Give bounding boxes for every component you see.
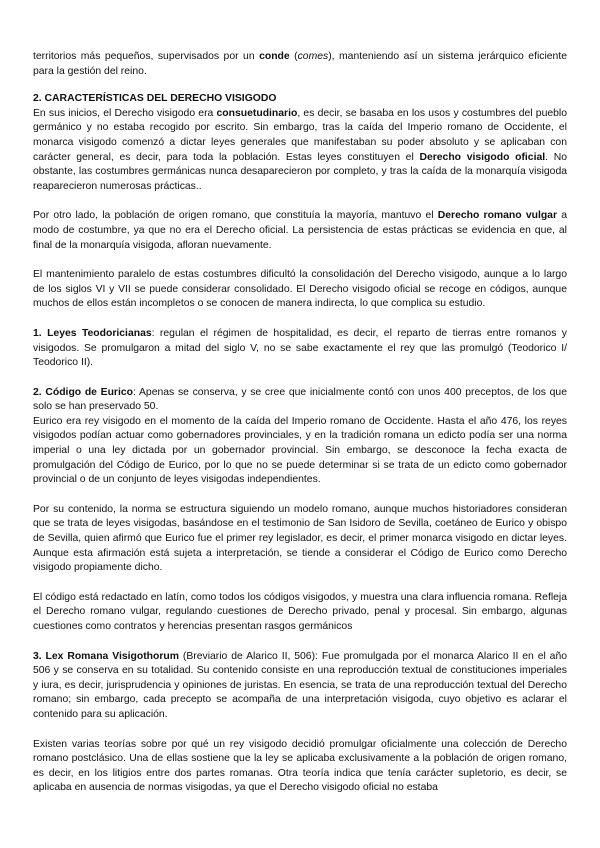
text: : Apenas se conserva, y se cree que inicialmente contó con unos 400 preceptos, de los que solo se han preservado 50. [33,386,567,413]
paragraph-contenido-norma: Por su contenido, la norma se estructura siguiendo un modelo romano, aunque muchos historiadores consideran que se trata de leyes visigodas, basándose en el testimonio de San Isidoro de Sevilla, coetáneo de Eurico y obispo de Sevilla, quien afirmó que Eurico fue el primer rey legislador, es decir, el primer monarca visigodo en dictar leyes. Aunque esta afirmación está sujeta a interpretación, se tiende a considerar el Código de Eurico como Derecho visigodo propiamente dicho. [33,503,567,574]
bold-term-derecho-romano-vulgar: Derecho romano vulgar [437,210,558,222]
text: ( [289,51,298,62]
paragraph-consuetudinario [33,107,567,195]
paragraph-latin: El código está redactado en latín, como todos los códigos visigodos, y muestra una clara influencia romana. Refleja el Derecho romano vulgar, regulando cuestiones de Derecho privado, penal y procesal. Sin embargo, algunas cuestiones como contratos y herencias presentan rasgos germánicos [33,591,567,632]
italic-term-comes: comes [297,51,329,62]
paragraph-derecho-romano-vulgar [33,209,567,253]
paragraph-intro [33,50,567,79]
paragraph-consolidacion: El mantenimiento paralelo de estas costumbres dificultó la consolidación del Derecho visigodo, aunque a lo largo de los siglos VI y VII se puede considerar consolidado. El Derecho visigodo oficial se recoge en códigos, aunque muchos de ellos están incompletos o se conocen de manera indirecta, lo que complica su estudio. [33,269,567,310]
text: a modo de costumbre, ya que no era el Derecho oficial. La persistencia de estas prácticas se evidencia en que, al final de la monarquía visigoda, afloran nuevamente. [33,210,567,251]
text: Por otro lado, la población de origen romano, que constituía la mayoría, mantuvo el [33,210,438,222]
text: : regulan el régimen de hospitalidad, es decir, el reparto de tierras entre romanos y visigodos. Se promulgaron a mitad del siglo V, no se sabe exactamente el rey que las promulgó (Teodorico I/ Teodorico II). [33,327,567,369]
document-page [33,50,567,796]
paragraph-codigo-eurico [33,386,567,415]
bold-term-leyes-teodoricianas: 1. Leyes Teodoricianas [33,327,152,339]
text: . No obstante, las costumbres germánicas nunca desaparecieron por completo, y tras la caída de la monarquía visigoda reaparecieron numerosas prácticas.. [33,151,567,192]
bold-term-codigo-eurico: 2. Código de Eurico [33,386,133,398]
paragraph-eurico-rey: Eurico era rey visigodo en el momento de la caída del Imperio romano de Occidente. Hasta el año 476, los reyes visigodos podían actuar como gobernadores provinciales, y en la tradición romana un edicto podía ser una norma imperial o una ley dictada por un gobernador provincial. Sin embargo, se desconoce la fecha exacta de promulgación del Código de Eurico, por lo que no se puede determinar si se trata de un edicto como gobernador provincial o de un conjunto de leyes visigodas independientes. [33,415,567,486]
text: territorios más pequeños, supervisados por un [33,51,260,62]
paragraph-lex-romana [33,650,567,723]
text: , es decir, se basaba en los usos y costumbres del pueblo germánico y no estaba recogido por escrito. Sin embargo, tras la caída del Imperio romano de Occidente, el monarca visigodo comenzó a dictar leyes generales que manifestaban su poder absoluto y se aplicaban con carácter general, es decir, para toda la población. Estas leyes constituyen el [33,107,567,163]
paragraph-leyes-teodoricianas [33,327,567,371]
bold-term-derecho-visigodo-oficial: Derecho visigodo oficial [419,151,546,163]
bold-term-conde: conde [259,51,290,62]
text: En sus inicios, el Derecho visigodo era [33,107,217,119]
text: ), manteniendo así un sistema jerárquico eficiente para la gestión del reino. [33,51,567,77]
section-heading: 2. CARACTERÍSTICAS DEL DERECHO VISIGODO [33,93,277,105]
bold-term-lex-romana-visigothorum: 3. Lex Romana Visigothorum [33,650,179,662]
paragraph-teorias: Existen varias teorías sobre por qué un rey visigodo decidió promulgar oficialmente una colección de Derecho romano postclásico. Una de ellas sostiene que la ley se aplicaba exclusivamente a la población de origen romano, es decir, en los litigios entre dos partes romanas. Otra teoría indica que tenía carácter supletorio, es decir, se aplicaba en ausencia de normas visigodas, ya que el Derecho visigodo oficial no estaba [33,738,567,794]
bold-term-consuetudinario: consuetudinario [216,107,298,119]
text: (Breviario de Alarico II, 506): Fue promulgada por el monarca Alarico II en el año 506 y se conserva en su totalidad. Su contenido consiste en una reproducción textual de constituciones imperiales y iura, es decir, jurisprudencia y opiniones de juristas. En esencia, se trata de una reproducción textual del Derecho romano; sin embargo, cada precepto se acompaña de una interpretación visigoda, cuyo objetivo es aclarar el contenido para su aplicación. [33,650,567,720]
